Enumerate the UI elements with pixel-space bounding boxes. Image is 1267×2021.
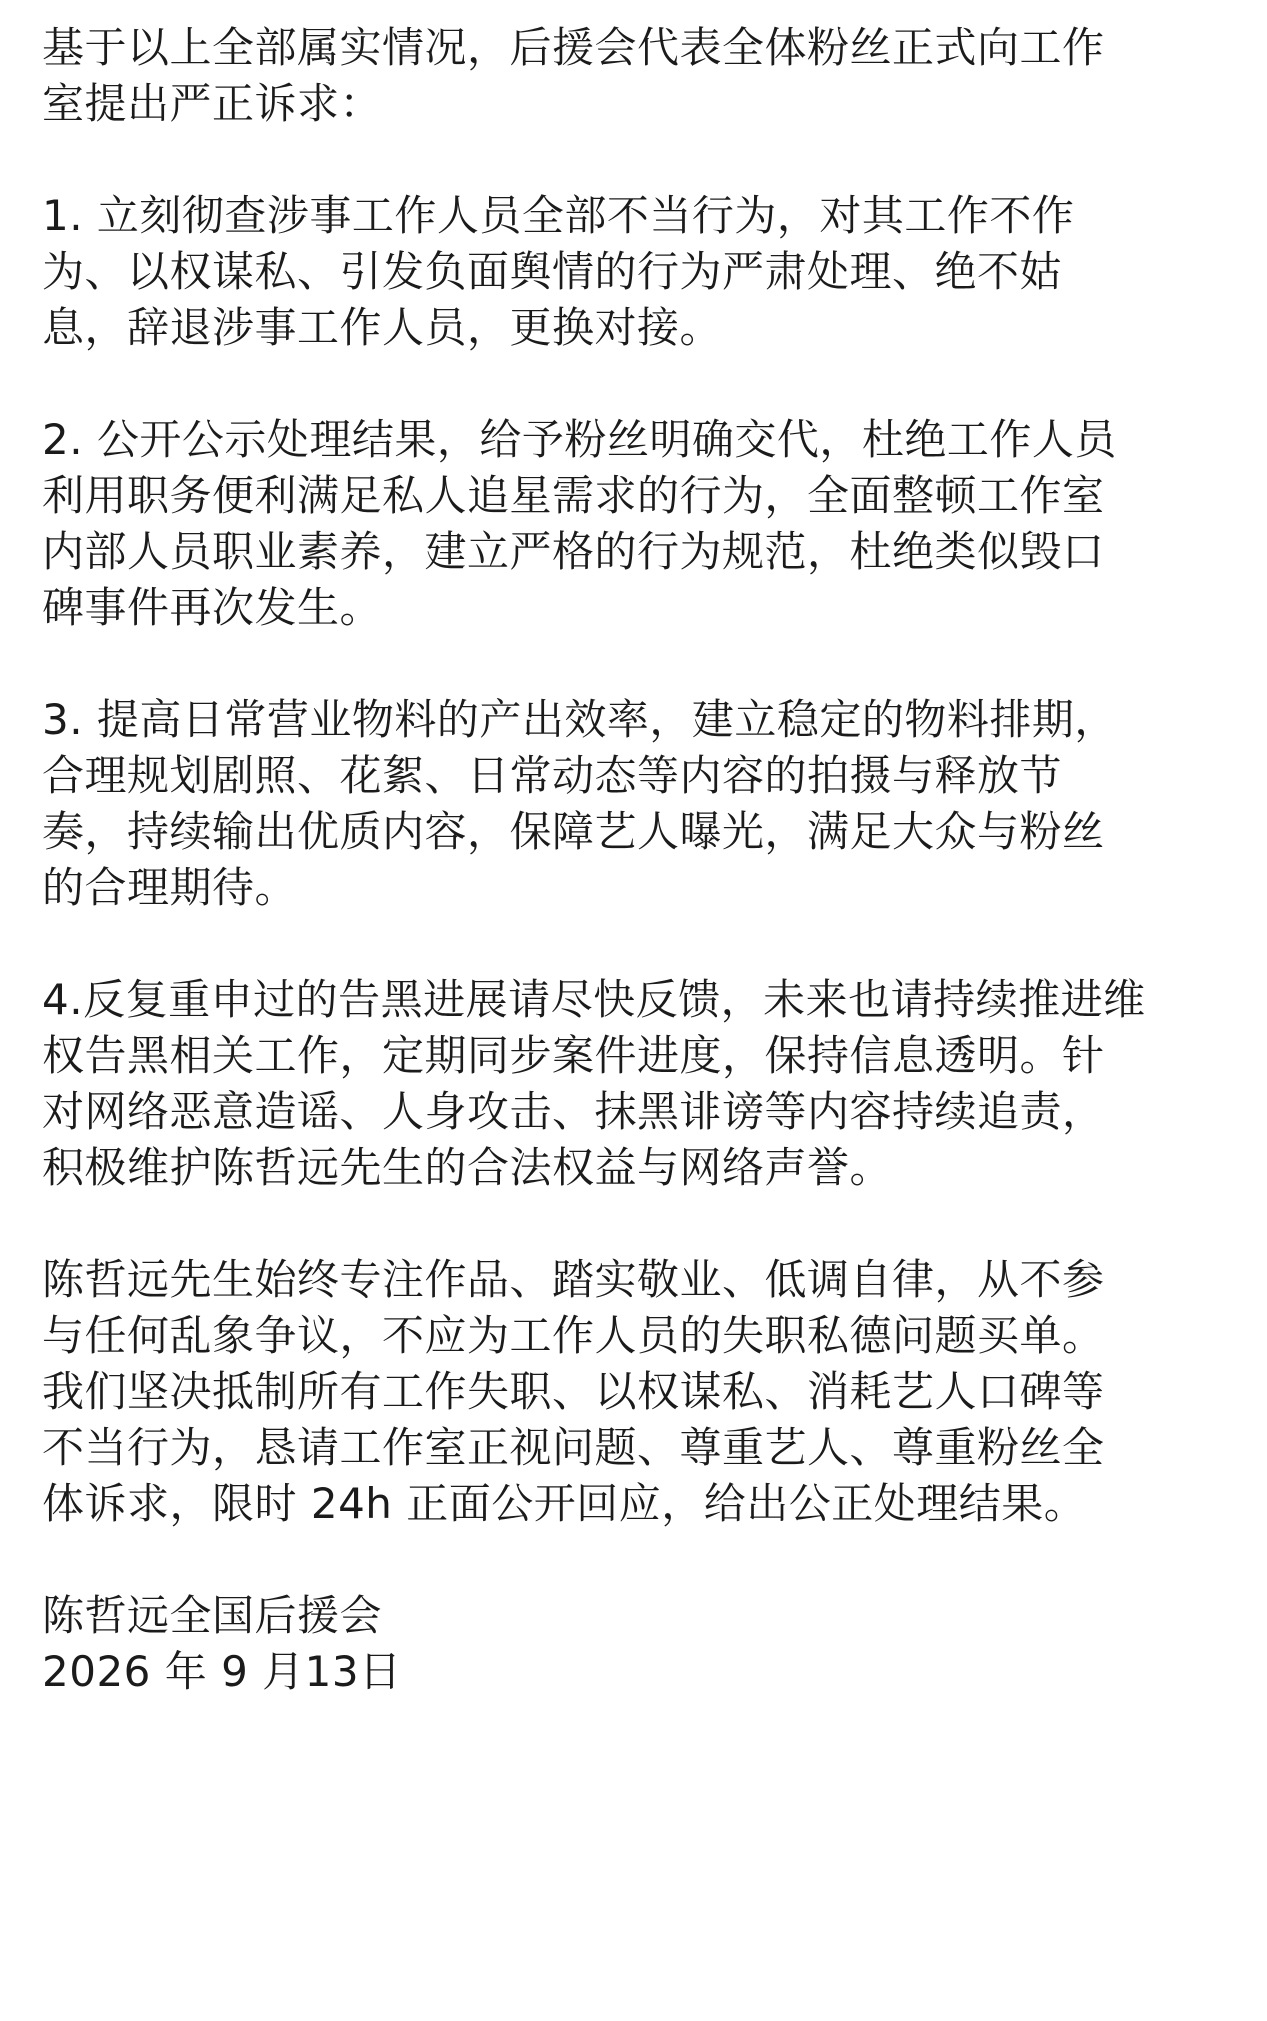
text-line: 不当行为，恳请工作室正视问题、尊重艺人、尊重粉丝全 xyxy=(42,1423,1105,1472)
text-line: 的合理期待。 xyxy=(42,863,298,912)
text-line: 3. 提高日常营业物料的产出效率，建立稳定的物料排期， xyxy=(42,695,1117,744)
demand-2-paragraph xyxy=(42,412,1225,636)
text-line: 为、以权谋私、引发负面舆情的行为严肃处理、绝不姑 xyxy=(42,247,1063,296)
demand-1-paragraph xyxy=(42,188,1225,356)
text-line: 内部人员职业素养，建立严格的行为规范，杜绝类似毁口 xyxy=(42,527,1105,576)
text-line: 息，辞退涉事工作人员，更换对接。 xyxy=(42,303,723,352)
signature-date: 2026 年 9 月13日 xyxy=(42,1647,402,1696)
intro-paragraph xyxy=(42,20,1225,132)
signature-org: 陈哲远全国后援会 xyxy=(42,1591,383,1640)
text-line: 利用职务便利满足私人追星需求的行为，全面整顿工作室 xyxy=(42,471,1105,520)
demand-4-paragraph xyxy=(42,972,1225,1196)
signature-block xyxy=(42,1588,1225,1700)
text-line: 基于以上全部属实情况，后援会代表全体粉丝正式向工作 xyxy=(42,23,1105,72)
text-line: 权告黑相关工作，定期同步案件进度，保持信息透明。针 xyxy=(42,1031,1105,1080)
text-line: 我们坚决抵制所有工作失职、以权谋私、消耗艺人口碑等 xyxy=(42,1367,1105,1416)
text-line: 1. 立刻彻查涉事工作人员全部不当行为，对其工作不作 xyxy=(42,191,1075,240)
text-line: 陈哲远先生始终专注作品、踏实敬业、低调自律，从不参 xyxy=(42,1255,1105,1304)
text-line: 对网络恶意造谣、人身攻击、抹黑诽谤等内容持续追责， xyxy=(42,1087,1105,1136)
text-line: 积极维护陈哲远先生的合法权益与网络声誉。 xyxy=(42,1143,893,1192)
text-line: 体诉求，限时 24h 正面公开回应，给出公正处理结果。 xyxy=(42,1479,1087,1528)
closing-paragraph xyxy=(42,1252,1225,1532)
text-line: 碑事件再次发生。 xyxy=(42,583,383,632)
text-line: 室提出严正诉求： xyxy=(42,79,383,128)
text-line: 4.反复重申过的告黑进展请尽快反馈，未来也请持续推进维 xyxy=(42,975,1146,1024)
text-line: 合理规划剧照、花絮、日常动态等内容的拍摄与释放节 xyxy=(42,751,1063,800)
demand-3-paragraph xyxy=(42,692,1225,916)
text-line: 奏，持续输出优质内容，保障艺人曝光，满足大众与粉丝 xyxy=(42,807,1105,856)
text-line: 与任何乱象争议，不应为工作人员的失职私德问题买单。 xyxy=(42,1311,1105,1360)
text-line: 2. 公开公示处理结果，给予粉丝明确交代，杜绝工作人员 xyxy=(42,415,1117,464)
